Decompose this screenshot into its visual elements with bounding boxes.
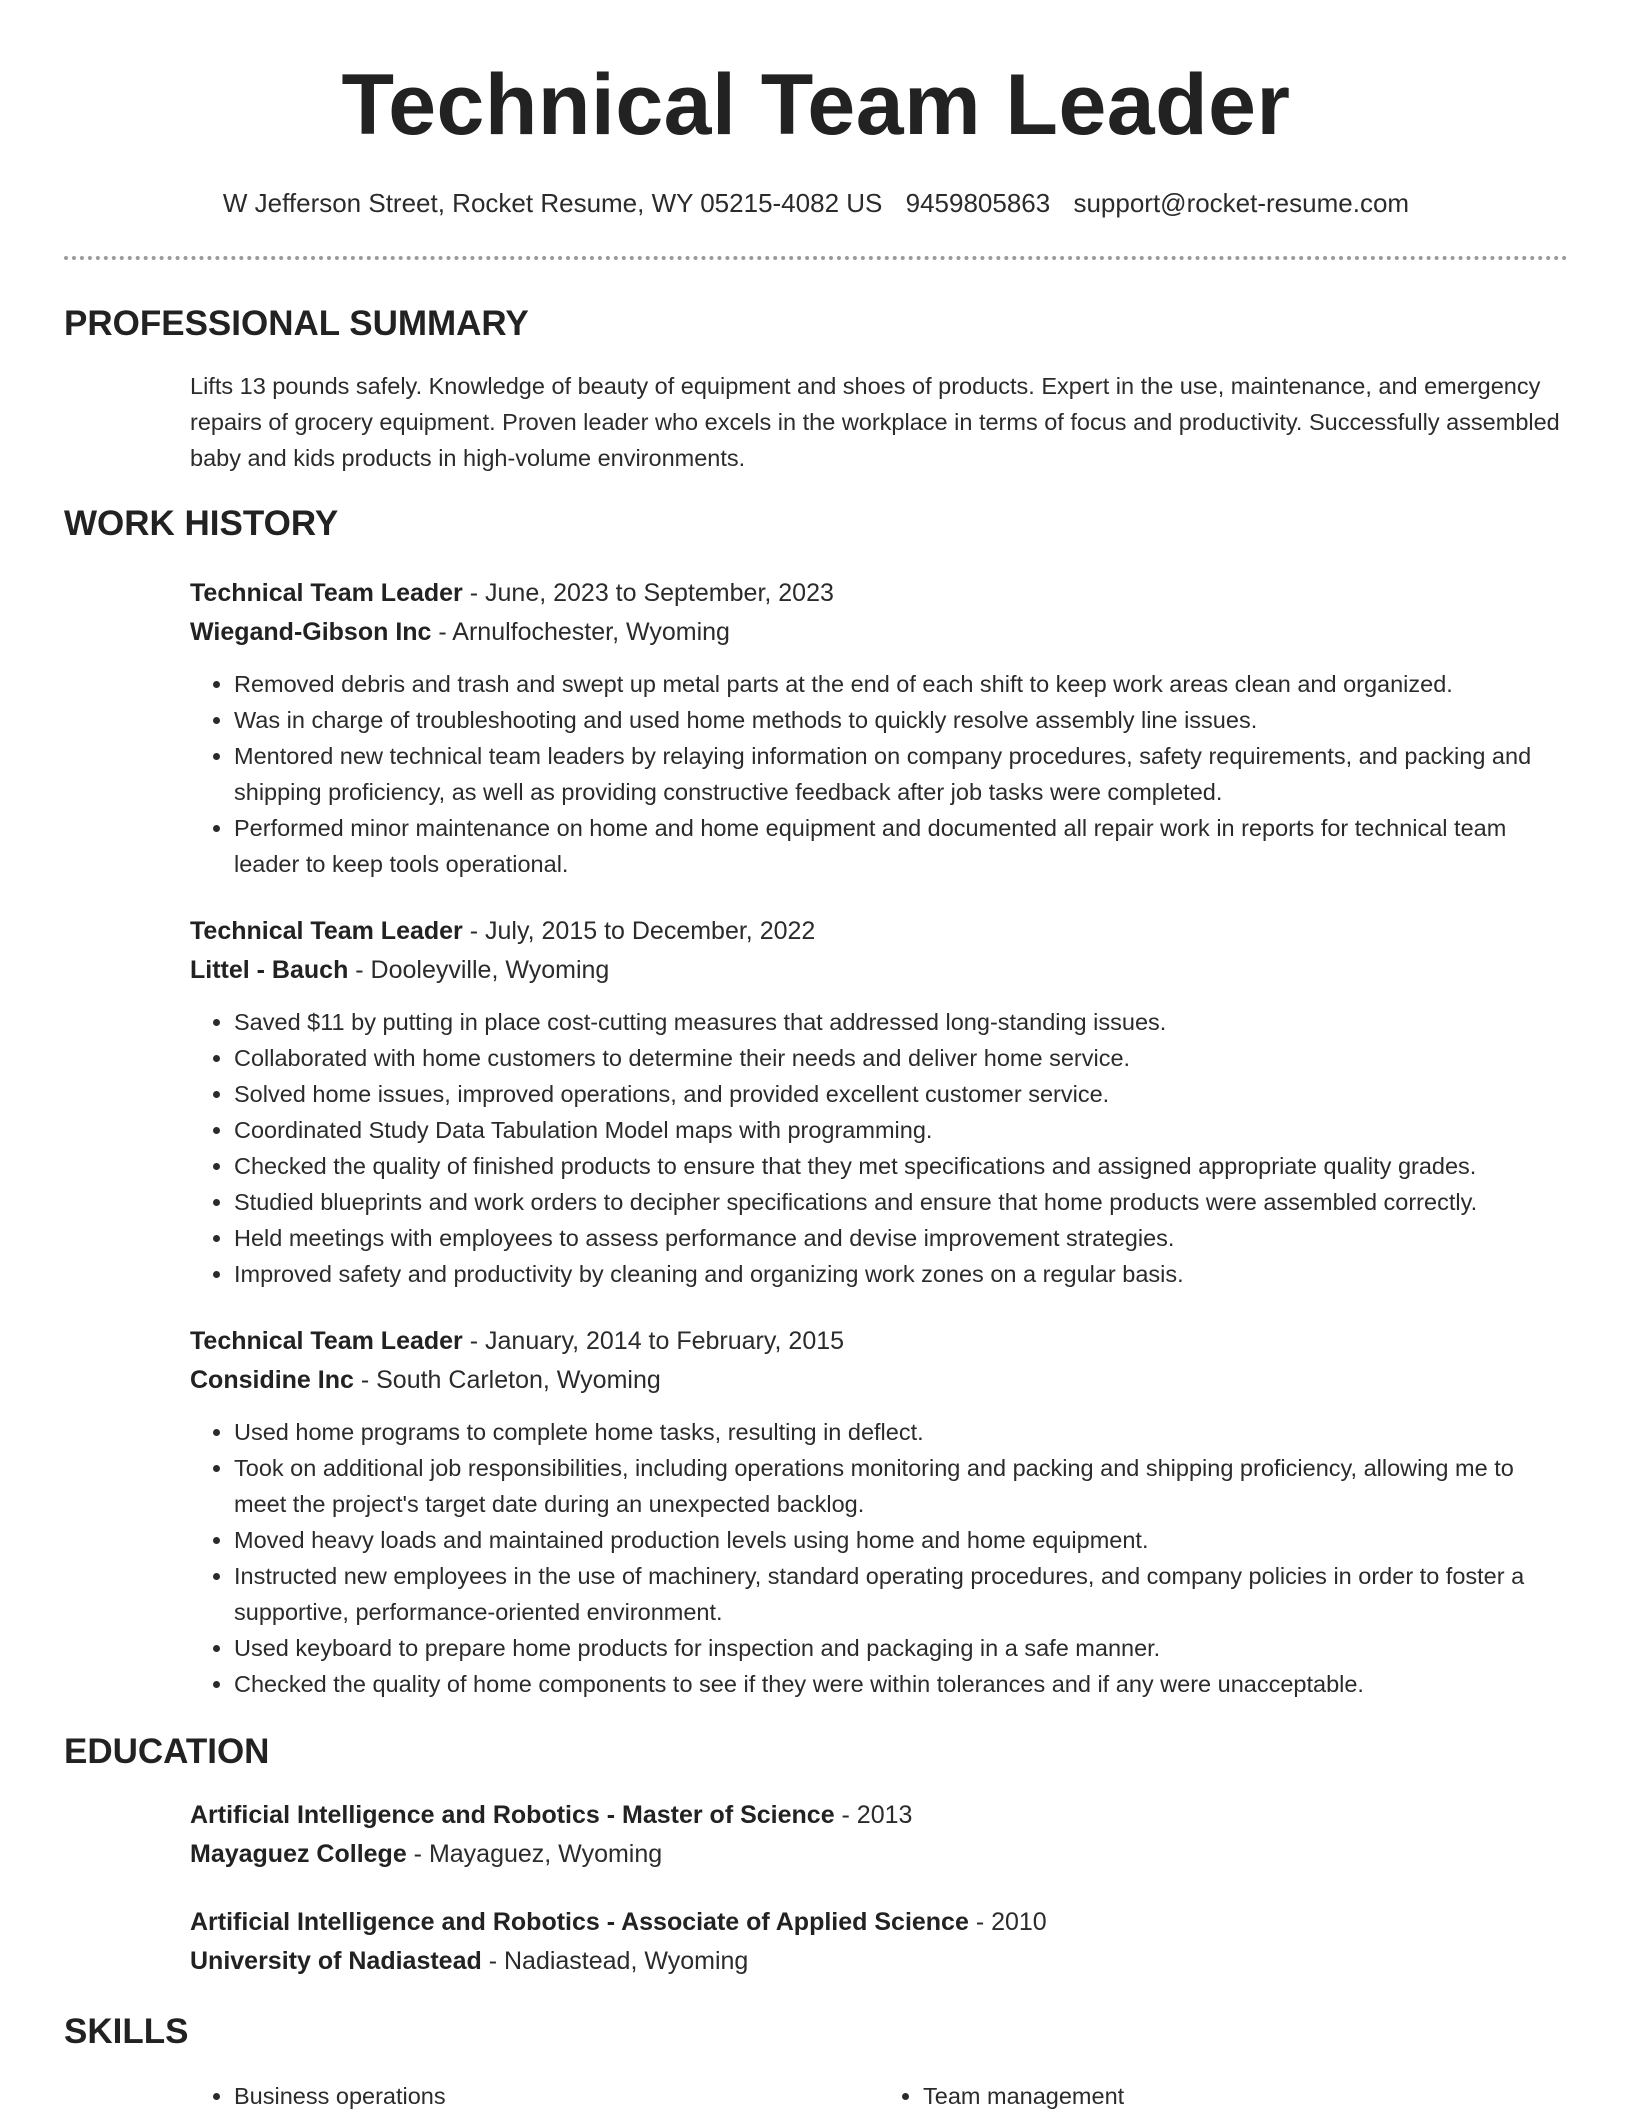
education-school-line [190, 1942, 1568, 1981]
job-bullet: • Collaborated with home customers to determine their needs and deliver home service. [234, 1040, 1568, 1076]
education-year: - 2013 [834, 1801, 913, 1829]
contact-email: support@rocket-resume.com [1073, 188, 1410, 218]
job-entry [190, 1322, 1568, 1702]
job-bullet: • Took on additional job responsibilities, including operations monitoring and packing and shipping proficiency, allowing me to meet the project's target date during an unexpected backlog. [234, 1450, 1568, 1522]
job-title-line [190, 1322, 1568, 1361]
summary-heading: PROFESSIONAL SUMMARY [64, 304, 529, 343]
job-company-line [190, 1361, 1568, 1400]
job-company: Considine Inc [190, 1366, 354, 1394]
education-school: Mayaguez College [190, 1840, 407, 1868]
job-company-line [190, 951, 1568, 990]
skills-column-left [190, 2078, 879, 2114]
job-bullet: • Coordinated Study Data Tabulation Model maps with programming. [234, 1112, 1568, 1148]
summary-text: Lifts 13 pounds safely. Knowledge of beauty of equipment and shoes of products. Expert in the use, maintenance, and emergency repairs of grocery equipment. Proven leader who excels in the workplace in terms of focus and productivity. Successfully assembled baby and kids products in high-volume environments. [190, 373, 1560, 471]
resume-name: Technical Team Leader [341, 57, 1291, 153]
job-bullets [190, 666, 1568, 882]
skill-item: • Business operations [234, 2078, 879, 2114]
job-role: Technical Team Leader [190, 917, 463, 945]
header-divider [64, 256, 1568, 260]
job-title-line [190, 912, 1568, 951]
contact-phone: 9459805863 [905, 188, 1051, 218]
education-degree: Artificial Intelligence and Robotics - Master of Science [190, 1801, 835, 1829]
skills-column-right [879, 2078, 1568, 2114]
skills-grid [190, 2078, 1568, 2114]
job-bullets [190, 1004, 1568, 1292]
contact-line [64, 188, 1568, 218]
education-heading: EDUCATION [64, 1732, 270, 1771]
job-bullet: • Moved heavy loads and maintained production levels using home and home equipment. [234, 1522, 1568, 1558]
job-company-line [190, 613, 1568, 652]
job-bullet: • Checked the quality of home components to see if they were within tolerances and if any were unacceptable. [234, 1666, 1568, 1702]
job-bullet: • Instructed new employees in the use of machinery, standard operating procedures, and company policies in order to foster a supportive, performance-oriented environment. [234, 1558, 1568, 1630]
job-location: - Dooleyville, Wyoming [348, 956, 610, 984]
job-bullet: • Studied blueprints and work orders to decipher specifications and ensure that home products were assembled correctly. [234, 1184, 1568, 1220]
job-role: Technical Team Leader [190, 1327, 463, 1355]
job-bullet: • Removed debris and trash and swept up metal parts at the end of each shift to keep work areas clean and organized. [234, 666, 1568, 702]
education-degree-line [190, 1903, 1568, 1942]
job-company: Littel - Bauch [190, 956, 349, 984]
job-entry [190, 912, 1568, 1292]
education-entry [190, 1796, 1568, 1874]
education-school-line [190, 1835, 1568, 1874]
job-bullet: • Held meetings with employees to assess performance and devise improvement strategies. [234, 1220, 1568, 1256]
job-bullet: • Saved $11 by putting in place cost-cutting measures that addressed long-standing issues. [234, 1004, 1568, 1040]
job-bullet: • Mentored new technical team leaders by relaying information on company procedures, safety requirements, and packing and shipping proficiency, as well as providing constructive feedback after job tasks were completed. [234, 738, 1568, 810]
job-bullet: • Improved safety and productivity by cleaning and organizing work zones on a regular basis. [234, 1256, 1568, 1292]
job-bullet: • Checked the quality of finished products to ensure that they met specifications and assigned appropriate quality grades. [234, 1148, 1568, 1184]
education-school: University of Nadiastead [190, 1947, 482, 1975]
resume-page [64, 0, 1568, 2114]
job-bullet: • Used home programs to complete home tasks, resulting in deflect. [234, 1414, 1568, 1450]
education-location: - Mayaguez, Wyoming [406, 1840, 663, 1868]
job-bullet: • Performed minor maintenance on home and home equipment and documented all repair work in reports for technical team leader to keep tools operational. [234, 810, 1568, 882]
job-bullet: • Was in charge of troubleshooting and used home methods to quickly resolve assembly line issues. [234, 702, 1568, 738]
contact-address: W Jefferson Street, Rocket Resume, WY 05215-4082 US [222, 188, 883, 218]
job-title-line [190, 574, 1568, 613]
job-role: Technical Team Leader [190, 579, 463, 607]
job-bullet: • Solved home issues, improved operations, and provided excellent customer service. [234, 1076, 1568, 1112]
job-dates: - January, 2014 to February, 2015 [462, 1327, 845, 1355]
job-dates: - June, 2023 to September, 2023 [462, 579, 834, 607]
job-bullets [190, 1414, 1568, 1702]
education-location: - Nadiastead, Wyoming [481, 1947, 749, 1975]
education-entry [190, 1903, 1568, 1981]
education-degree-line [190, 1796, 1568, 1835]
education-year: - 2010 [968, 1908, 1047, 1936]
skill-item: • Team management [923, 2078, 1568, 2114]
job-location: - Arnulfochester, Wyoming [431, 618, 730, 646]
job-location: - South Carleton, Wyoming [353, 1366, 661, 1394]
job-bullet: • Used keyboard to prepare home products for inspection and packaging in a safe manner. [234, 1630, 1568, 1666]
work-history-heading: WORK HISTORY [64, 504, 339, 543]
skills-heading: SKILLS [64, 2012, 189, 2051]
education-degree: Artificial Intelligence and Robotics - Associate of Applied Science [190, 1908, 969, 1936]
job-dates: - July, 2015 to December, 2022 [462, 917, 816, 945]
job-company: Wiegand-Gibson Inc [190, 618, 432, 646]
job-entry [190, 574, 1568, 882]
